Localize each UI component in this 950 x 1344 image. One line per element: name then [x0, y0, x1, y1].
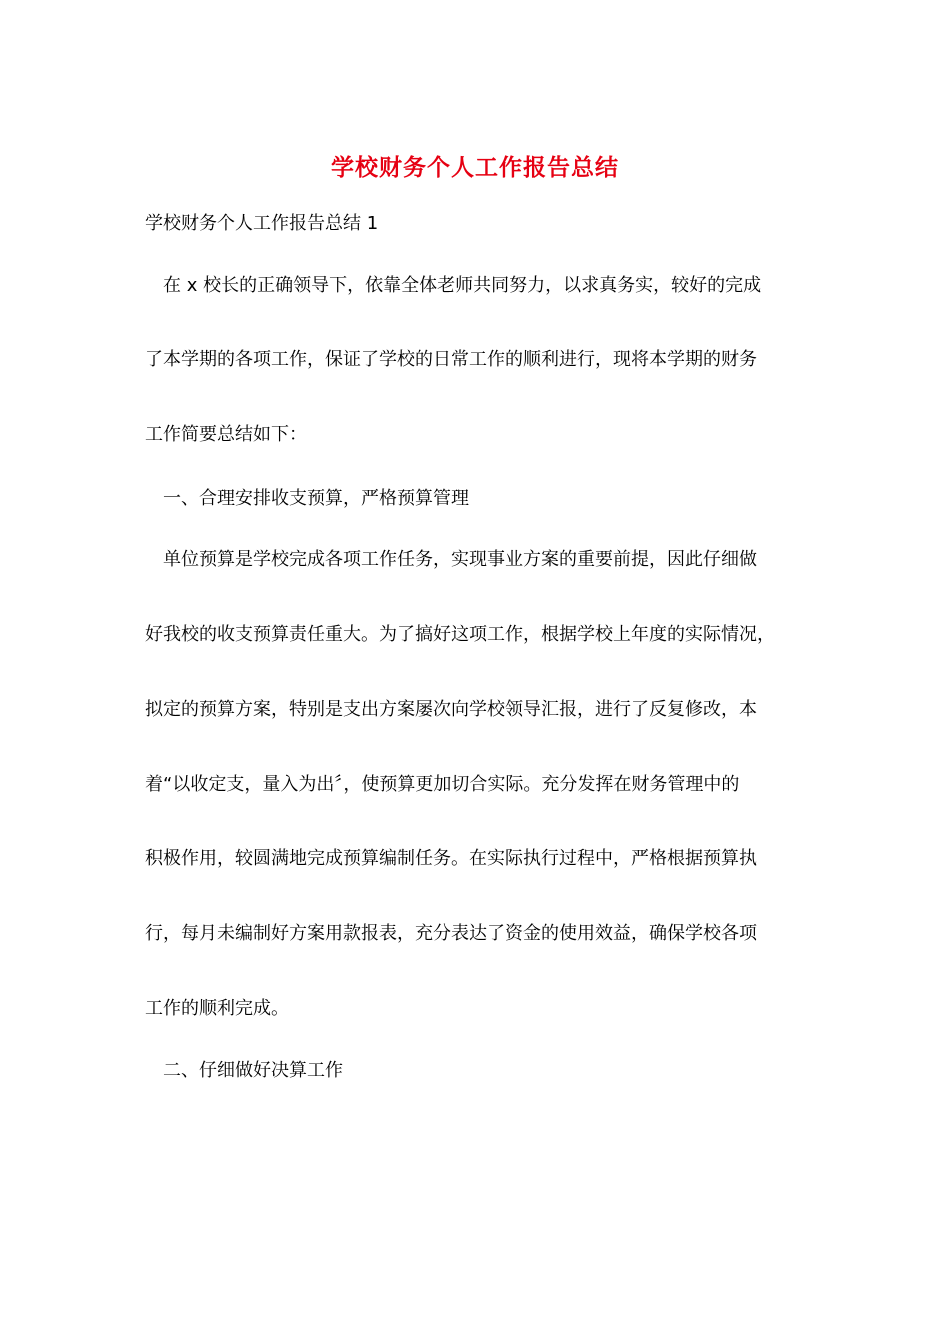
- paragraph-line: 好我校的收支预算责任重大。为了搞好这项工作，根据学校上年度的实际情况，: [145, 624, 775, 645]
- paragraph-line: 拟定的预算方案，特别是支出方案屡次向学校领导汇报，进行了反复修改，本: [145, 699, 757, 720]
- paragraph-line: 积极作用，较圆满地完成预算编制任务。在实际执行过程中，严格根据预算执: [145, 848, 757, 869]
- document-title: 学校财务个人工作报告总结: [331, 154, 619, 181]
- paragraph-line: 在 x 校长的正确领导下，依靠全体老师共同努力，以求真务实，较好的完成: [163, 275, 762, 296]
- paragraph-line: 工作简要总结如下：: [145, 424, 307, 445]
- paragraph-line: 着“以收定支，量入为出〞，使预算更加切合实际。充分发挥在财务管理中的: [145, 774, 740, 795]
- section-heading-2: 二、仔细做好决算工作: [163, 1060, 343, 1081]
- paragraph-line: 单位预算是学校完成各项工作任务，实现事业方案的重要前提，因此仔细做: [163, 549, 757, 570]
- paragraph-line: 工作的顺利完成。: [145, 998, 289, 1019]
- paragraph-line: 了本学期的各项工作，保证了学校的日常工作的顺利进行，现将本学期的财务: [145, 349, 757, 370]
- section-heading-1: 一、合理安排收支预算，严格预算管理: [163, 488, 469, 509]
- document-subtitle: 学校财务个人工作报告总结 1: [145, 213, 379, 234]
- paragraph-line: 行，每月未编制好方案用款报表，充分表达了资金的使用效益，确保学校各项: [145, 923, 757, 944]
